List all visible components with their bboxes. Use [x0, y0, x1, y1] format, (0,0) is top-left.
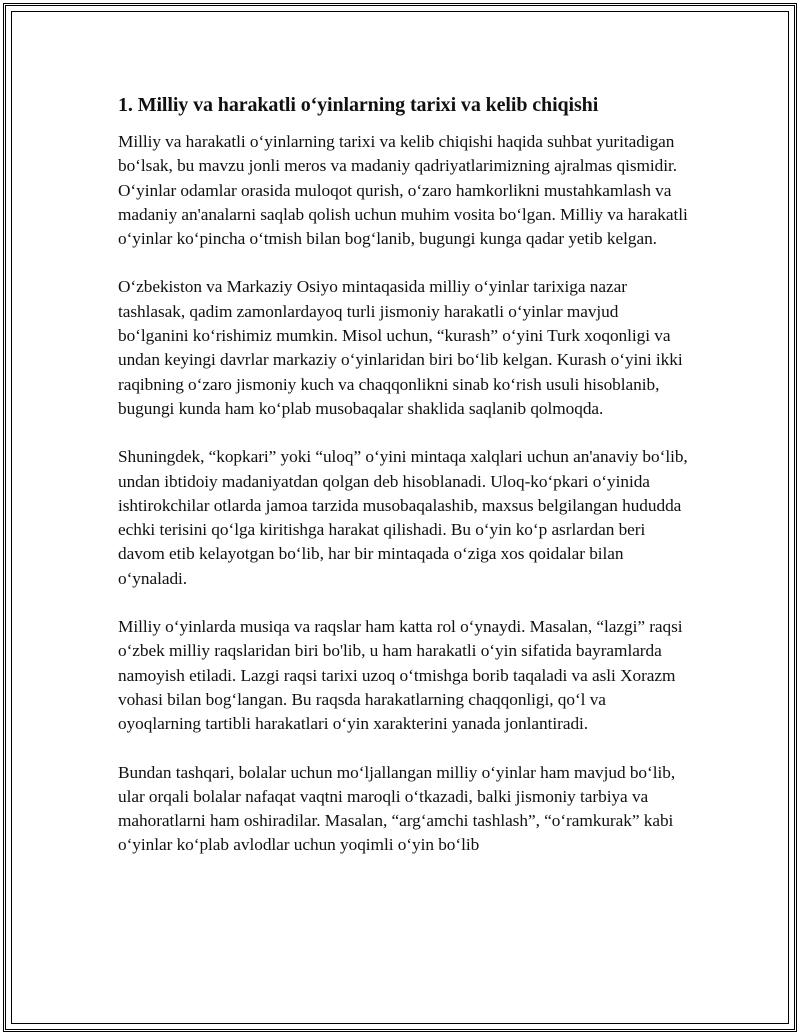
paragraph-4: Milliy o‘yinlarda musiqa va raqslar ham katta rol o‘ynaydi. Masalan, “lazgi” raqsi o‘zbek milliy raqslaridan biri bo'lib, u ham harakatli o‘yin sifatida bayramlarda namoyish etiladi. Lazgi raqsi tarixi uzoq o‘tmishga borib taqaladi va asli Xorazm vohasi bilan bog‘langan. Bu raqsda harakatlarning chaqqonligi, qo‘l va oyoqlarning tartibli harakatlari o‘yin xarakterini yanada jonlantiradi. [118, 617, 683, 734]
paragraph-5: Bundan tashqari, bolalar uchun mo‘ljallangan milliy o‘yinlar ham mavjud bo‘lib, ular orqali bolalar nafaqat vaqtni maroqli o‘tkazadi, balki jismoniy tarbiya va mahoratlarni ham oshiradilar. Masalan, “arg‘amchi tashlash”, “o‘ramkurak” kabi o‘yinlar ko‘plab avlodlar uchun yoqimli o‘yin bo‘lib [118, 762, 676, 855]
section-heading: 1. Milliy va harakatli o‘yinlarning tarixi va kelib chiqishi [118, 94, 599, 116]
paragraph-1: Milliy va harakatli o‘yinlarning tarixi va kelib chiqishi haqida suhbat yuritadigan bo‘lsak, bu mavzu jonli meros va madaniy qadriyatlarimizning ajralmas qismidir. O‘yinlar odamlar orasida muloqot qurish, o‘zaro hamkorlikni mustahkamlash va madaniy an'analarni saqlab qolish uchun muhim vosita bo‘lgan. Milliy va harakatli o‘yinlar ko‘pincha o‘tmish bilan bog‘lanib, bugungi kunga qadar yetib kelgan. [118, 132, 688, 249]
paragraph-3: Shuningdek, “kopkari” yoki “uloq” o‘yini mintaqa xalqlari uchun an'anaviy bo‘lib, undan ibtidoiy madaniyatdan qolgan deb hisoblanadi. Uloq-ko‘pkari o‘yinida ishtirokchilar otlarda jamoa tarzida musobaqalashib, maxsus belgilangan hududda echki terisini qo‘lga kiritishga harakat qilishadi. Bu o‘yin ko‘p asrlardan beri davom etib kelayotgan bo‘lib, har bir mintaqada o‘ziga xos qoidalar bilan o‘ynaladi. [118, 447, 688, 588]
paragraph-2: O‘zbekiston va Markaziy Osiyo mintaqasida milliy o‘yinlar tarixiga nazar tashlasak, qadim zamonlardayoq turli jismoniy harakatli o‘yinlar mavjud bo‘lganini ko‘rishimiz mumkin. Misol uchun, “kurash” o‘yini Turk xoqonligi va undan keyingi davrlar markaziy o‘yinlaridan biri bo‘lib kelgan. Kurash o‘yini ikki raqibning o‘zaro jismoniy kuch va chaqqonlikni sinab ko‘rish usuli hisoblanib, bugungi kunda ham ko‘plab musobaqalar shaklida saqlanib qolmoqda. [118, 277, 683, 418]
document-body [118, 92, 688, 882]
